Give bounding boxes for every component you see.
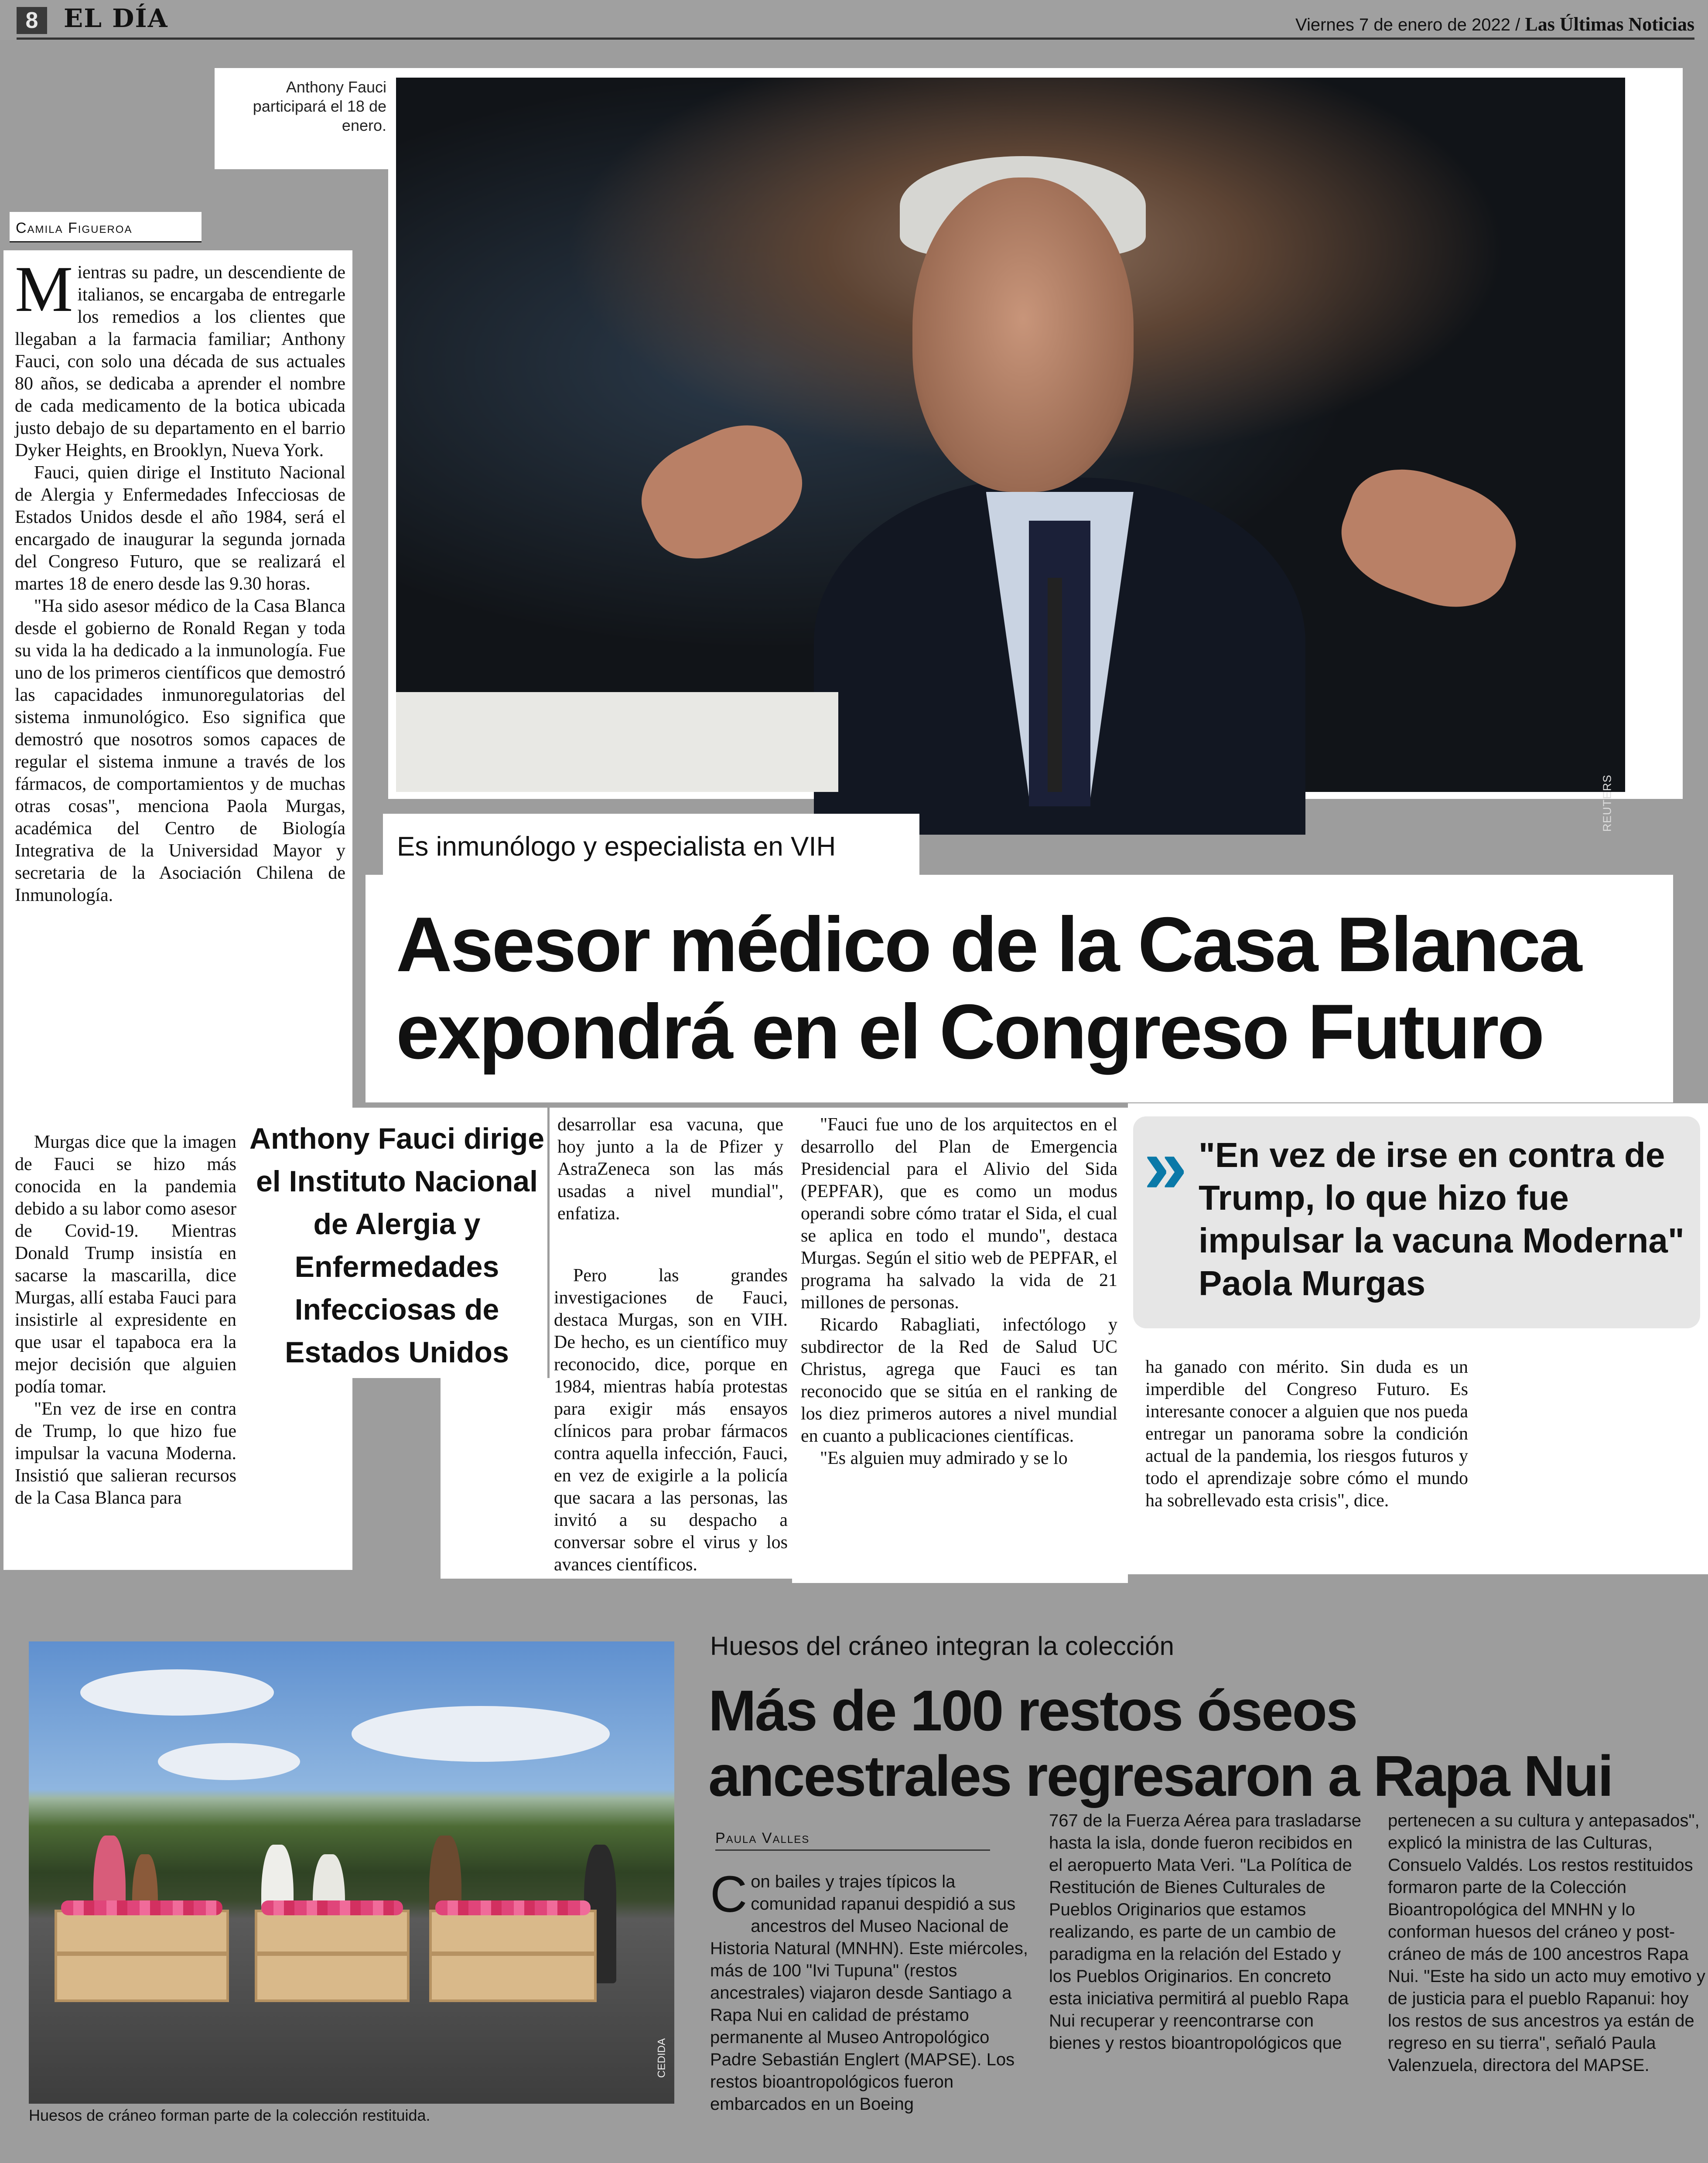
article-kicker: Es inmunólogo y especialista en VIH xyxy=(383,814,919,875)
date-text: Viernes 7 de enero de 2022 / xyxy=(1295,15,1520,34)
pull-quote xyxy=(1133,1116,1700,1328)
article-column-2 xyxy=(1049,1810,1367,2054)
paragraph: Pero las grandes investigaciones de Fauci, destaca Murgas, son en VIH. De hecho, es un científico muy reconocido, dice, porque en 1984, mientras había protestas para exigir más ensayos clínicos para probar fármacos contra aquella infección, Fauci, en vez de exigirle a la policía que sacara a las personas, las invitó a su despacho a conversar sobre el virus y los avances científicos. xyxy=(554,1266,788,1575)
paragraph: Fauci, quien dirige el Instituto Nacional de Alergia y Enfermedades Infecciosas de Estados Unidos desde el año 1984, será el encargado de inaugurar la segunda jornada del Congreso Futuro, que se realizará el martes 18 de enero desde las 9.30 horas. xyxy=(15,463,345,594)
photo-caption: Anthony Fauci participará el 18 de enero. xyxy=(215,68,398,169)
paragraph: 767 de la Fuerza Aérea para trasladarse hasta la isla, donde fueron recibidos en el aeropuerto Mata Veri. "La Política de Restitución de Bienes Culturales de Pueblos Originarios que estamos realizando, es parte de un cambio de paradigma en la relación del Estado y los Pueblos Originarios. En concreto esta iniciativa permitirá al pueblo Rapa Nui recuperar y reencontrarse con bienes y restos bioantropológicos que xyxy=(1049,1811,1361,2053)
paragraph: Murgas dice que la imagen de Fauci se hizo más conocida en la pandemia debido a su labor como asesor de Covid-19. Mientras Donald Trump insistía en sacarse la mascarilla, dice Murgas, allí estaba Fauci para insistirle al expresidente en que usar el tapaboca era la mejor decisión que alguien podía tomar. xyxy=(15,1132,236,1397)
paragraph: ha ganado con mérito. Sin duda es un imperdible del Congreso Futuro. Es interesante conocer a alguien que nos pueda entregar un panorama sobre la condición actual de la pandemia, los riesgos futuros y todo el aprendizaje sobre cómo el mundo ha sobrellevado esta crisis", dice. xyxy=(1145,1357,1468,1511)
headline: Más de 100 restos óseos ancestrales regresaron a Rapa Nui xyxy=(708,1679,1612,1808)
quote-chevron-icon: » xyxy=(1144,1122,1188,1210)
paragraph: desarrollar esa vacuna, que hoy junto a la de Pfizer y AstraZeneca son las más usadas a nivel mundial", enfatiza. xyxy=(557,1115,783,1224)
photo-caption: Huesos de cráneo forman parte de la colección restituida. xyxy=(29,2106,430,2124)
paragraph: "Fauci fue uno de los arquitectos en el desarrollo del Plan de Emergencia Presidencial para el Alivio del Sida (PEPFAR), que es como un modus operandi sobre cómo tratar el Sida, el cual se aplica en todo el mundo", destaca Murgas. Según el sitio web de PEPFAR, el programa ha salvado la vida de 21 millones de personas. xyxy=(801,1115,1117,1313)
byline: Paula Valles xyxy=(715,1830,990,1851)
page-header xyxy=(0,0,1708,40)
article-column-1-lower xyxy=(3,1129,239,1570)
paragraph: "Ha sido asesor médico de la Casa Blanca desde el gobierno de Ronald Regan y toda su vida la ha dedicado a la inmunología. Fue uno de los primeros científicos que demostró las capacidades inmunoregulatorias del sistema inmunológico. Eso significa que demostró que nosotros somos capaces de regular el sistema inmune a través de los fármacos, de comportamientos y de muchas otras cosas", menciona Paola Murgas, académica del Centro de Biología Integrativa de la Universidad Mayor y secretaria de la Asociación Chilena de Inmunología. xyxy=(15,596,345,905)
article-kicker: Huesos del cráneo integran la colección xyxy=(710,1631,1174,1661)
section-title: EL DÍA xyxy=(64,3,168,33)
header-rule xyxy=(17,38,1694,40)
article-column-3 xyxy=(792,1108,1128,1583)
rapa-nui-photo xyxy=(29,1641,674,2104)
article-column-1 xyxy=(710,1866,1028,2115)
paragraph: ientras su padre, un descendiente de italianos, se encargaba de entregarle los remedios a los clientes que llegaban a la farmacia familiar; Anthony Fauci, con solo una década de sus actuales 80 años, se dedicaba a aprender el nombre de cada medicamento de la botica ubicada justo debajo de su departamento en el barrio Dyker Heights, en Brooklyn, Nueva York. xyxy=(15,263,345,461)
drop-cap: M xyxy=(15,253,73,325)
newspaper-name: Las Últimas Noticias xyxy=(1525,14,1694,35)
photo-credit: CEDIDA xyxy=(656,2038,668,2078)
paragraph: "En vez de irse en contra de Trump, lo que hizo fue impulsar la vacuna Moderna. Insistió que salieran recursos de la Casa Blanca para xyxy=(15,1399,236,1508)
fauci-photo xyxy=(396,78,1625,832)
article-column-3 xyxy=(1388,1810,1706,2077)
paragraph: "Es alguien muy admirado y se lo xyxy=(820,1448,1068,1468)
headline-box xyxy=(366,875,1673,1102)
drop-cap: C xyxy=(710,1866,748,1923)
deck: Anthony Fauci dirige el Instituto Nacional de Alergia y Enfermedades Infecciosas de Estados Unidos xyxy=(249,1122,545,1369)
page-number: 8 xyxy=(17,7,47,34)
byline: Camila Figueroa xyxy=(10,212,202,242)
paragraph: pertenecen a su cultura y antepasados", explicó la ministra de las Culturas, Consuelo Valdés. Los restos restituidos formaron parte de la Colección Bioantropológica del MNHN y lo conforman huesos del cráneo y post-cráneo de más de 100 ancestros Rapa Nui. "Este ha sido un acto muy emotivo y de justicia para el pueblo Rapanui: hoy los restos de sus ancestros ya están de regreso en su tierra", señaló Paula Valenzuela, directora del MAPSE. xyxy=(1388,1811,1705,2075)
pull-quote-text: "En vez de irse en contra de Trump, lo que hizo fue impulsar la vacuna Moderna" Paola Murgas xyxy=(1199,1136,1684,1303)
edition-date xyxy=(1295,13,1694,35)
paragraph: Ricardo Rabagliati, infectólogo y subdirector de la Red de Salud UC Christus, agrega que Fauci es tan reconocido que se sitúa en el ranking de los diez primeros autores a nivel mundial en cuanto a publicaciones científicas. xyxy=(801,1315,1117,1446)
photo-credit: REUTERS xyxy=(1600,774,1613,832)
deck-box xyxy=(246,1108,547,1378)
headline: Asesor médico de la Casa Blanca expondrá en el Congreso Futuro xyxy=(396,901,1581,1075)
paragraph: on bailes y trajes típicos la comunidad rapanui despidió a sus ancestros del Museo Nacional de Historia Natural (MNHN). Este miércoles, más de 100 "Ivi Tupuna" (restos ancestrales) viajaron desde Santiago a Rapa Nui en calidad de préstamo permanente al Museo Antropológico Padre Sebastián Englert (MAPSE). Los restos bioantropológicos fueron embarcados en un Boeing xyxy=(710,1872,1028,2114)
